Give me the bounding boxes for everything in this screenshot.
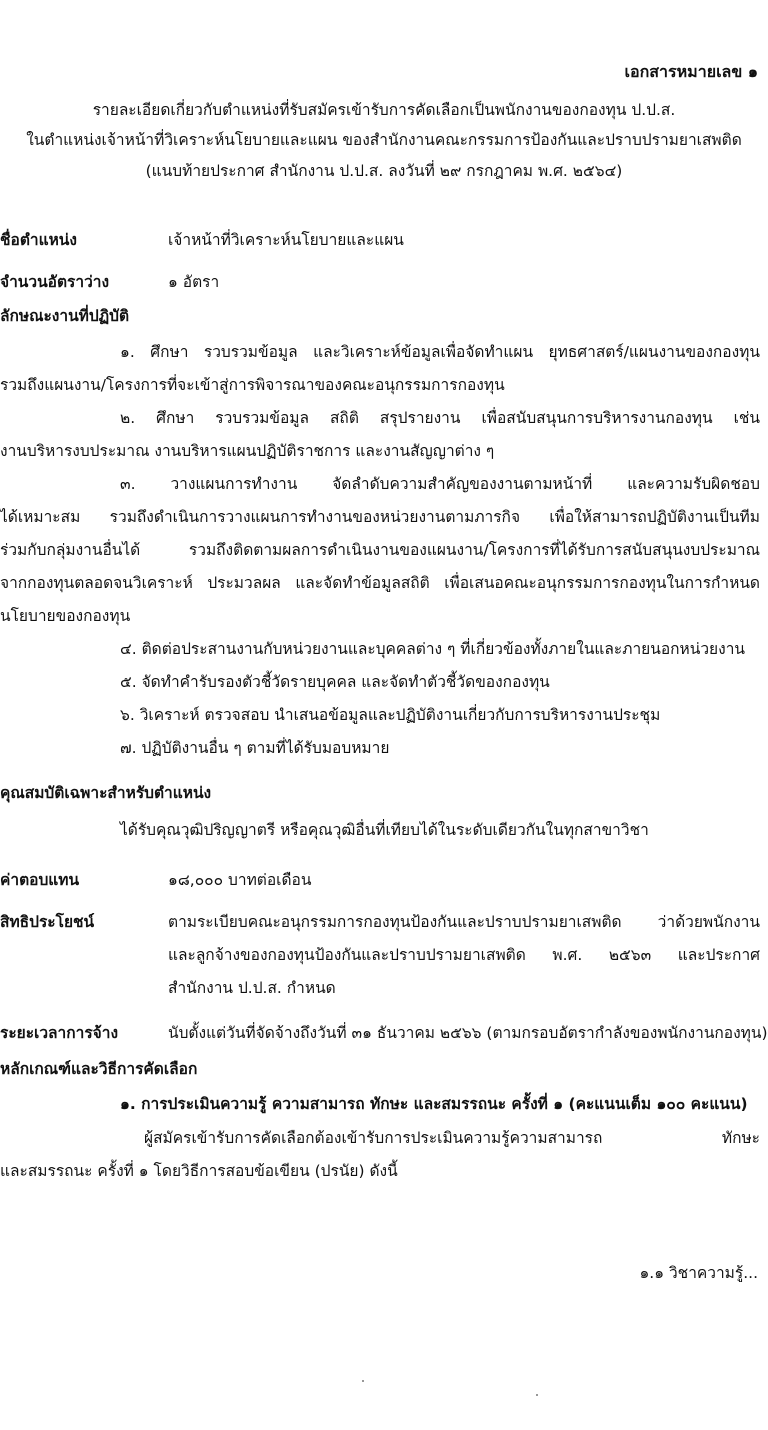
scan-speck bbox=[362, 1380, 364, 1382]
vacancy-label: จำนวนอัตราว่าง bbox=[0, 273, 110, 291]
duty-line: รวมถึงแผนงาน/โครงการที่จะเข้าสู่การพิจารณาของคณะอนุกรรมการกองทุน bbox=[0, 376, 505, 394]
vacancy-value: ๑ อัตรา bbox=[168, 273, 220, 291]
continued-note: ๑.๑ วิชาความรู้... bbox=[639, 1264, 758, 1282]
heading-line-3: (แนบท้ายประกาศ สำนักงาน ป.ป.ส. ลงวันที่ ๒๙ กรกฎาคม พ.ศ. ๒๕๖๔) bbox=[145, 162, 623, 180]
salary-label: ค่าตอบแทน bbox=[0, 871, 80, 889]
heading-line-1: รายละเอียดเกี่ยวกับตำแหน่งที่รับสมัครเข้ารับการคัดเลือกเป็นพนักงานของกองทุน ป.ป.ส. bbox=[92, 101, 676, 119]
benefits-line: ตามระเบียบคณะอนุกรรมการกองทุนป้องกันและปราบปรามยาเสพติด ว่าด้วยพนักงาน bbox=[168, 913, 760, 931]
employment-period-value: นับตั้งแต่วันที่จัดจ้างถึงวันที่ ๓๑ ธันวาคม ๒๕๖๖ (ตามกรอบอัตรากำลังของพนักงานกองทุน) bbox=[168, 1024, 768, 1042]
duty-line: ๗. ปฏิบัติงานอื่น ๆ ตามที่ได้รับมอบหมาย bbox=[120, 739, 390, 757]
duty-line: ๑. ศึกษา รวบรวมข้อมูล และวิเคราะห์ข้อมูลเพื่อจัดทำแผน ยุทธศาสตร์/แผนงานของกองทุน bbox=[120, 343, 760, 361]
salary-value: ๑๘,๐๐๐ บาทต่อเดือน bbox=[168, 871, 312, 889]
duty-line: ๒. ศึกษา รวบรวมข้อมูล สถิติ สรุปรายงาน เพื่อสนับสนุนการบริหารงานกองทุน เช่น bbox=[120, 409, 760, 427]
benefits-label: สิทธิประโยชน์ bbox=[0, 913, 95, 931]
selection-round1-title: ๑. การประเมินความรู้ ความสามารถ ทักษะ และสมรรถนะ ครั้งที่ ๑ (คะแนนเต็ม ๑๐๐ คะแนน) bbox=[120, 1095, 748, 1113]
duties-label: ลักษณะงานที่ปฏิบัติ bbox=[0, 307, 130, 325]
duty-line: นโยบายของกองทุน bbox=[0, 607, 131, 625]
scan-speck bbox=[536, 1394, 538, 1396]
selection-line: และสมรรถนะ ครั้งที่ ๑ โดยวิธีการสอบข้อเขียน (ปรนัย) ดังนี้ bbox=[0, 1162, 398, 1180]
duty-line: จากกองทุนตลอดจนวิเคราะห์ ประมวลผล และจัดทำข้อมูลสถิติ เพื่อเสนอคณะอนุกรรมการกองทุนในการกำหนด bbox=[0, 574, 760, 592]
heading-line-2: ในตำแหน่งเจ้าหน้าที่วิเคราะห์นโยบายและแผน ของสำนักงานคณะกรรมการป้องกันและปราบปรามยาเสพติด bbox=[26, 131, 742, 149]
qualification-label: คุณสมบัติเฉพาะสำหรับตำแหน่ง bbox=[0, 784, 212, 802]
duty-line: ๕. จัดทำคำรับรองตัวชี้วัดรายบุคคล และจัดทำตัวชี้วัดของกองทุน bbox=[120, 673, 550, 691]
duty-line: ๔. ติดต่อประสานงานกับหน่วยงานและบุคคลต่าง ๆ ที่เกี่ยวข้องทั้งภายในและภายนอกหน่วยงาน bbox=[120, 640, 745, 658]
position-label: ชื่อตำแหน่ง bbox=[0, 231, 77, 249]
duty-line: ๖. วิเคราะห์ ตรวจสอบ นำเสนอข้อมูลและปฏิบัติงานเกี่ยวกับการบริหารงานประชุม bbox=[120, 706, 661, 724]
benefits-line: สำนักงาน ป.ป.ส. กำหนด bbox=[168, 979, 336, 997]
benefits-line: และลูกจ้างของกองทุนป้องกันและปราบปรามยาเสพติด พ.ศ. ๒๕๖๓ และประกาศ bbox=[168, 946, 760, 964]
selection-label: หลักเกณฑ์และวิธีการคัดเลือก bbox=[0, 1060, 198, 1078]
duty-line: ๓. วางแผนการทำงาน จัดลำดับความสำคัญของงานตามหน้าที่ และความรับผิดชอบ bbox=[120, 475, 760, 493]
employment-period-label: ระยะเวลาการจ้าง bbox=[0, 1024, 119, 1042]
duty-line: ได้เหมาะสม รวมถึงดำเนินการวางแผนการทำงานของหน่วยงานตามภารกิจ เพื่อให้สามารถปฏิบัติงานเป็นทีม bbox=[0, 508, 760, 526]
duty-line: งานบริหารงบประมาณ งานบริหารแผนปฏิบัติราชการ และงานสัญญาต่าง ๆ bbox=[0, 442, 495, 460]
qualification-text: ได้รับคุณวุฒิปริญญาตรี หรือคุณวุฒิอื่นที่เทียบได้ในระดับเดียวกันในทุกสาขาวิชา bbox=[120, 821, 649, 839]
duty-line: ร่วมกับกลุ่มงานอื่นได้ รวมถึงติดตามผลการดำเนินงานของแผนงาน/โครงการที่ได้รับการสนับสนุนงบประมาณ bbox=[0, 541, 760, 559]
selection-line: ผู้สมัครเข้ารับการคัดเลือกต้องเข้ารับการประเมินความรู้ความสามารถ ทักษะ bbox=[144, 1129, 760, 1147]
document-number: เอกสารหมายเลข ๑ bbox=[624, 62, 758, 81]
position-value: เจ้าหน้าที่วิเคราะห์นโยบายและแผน bbox=[168, 231, 404, 249]
